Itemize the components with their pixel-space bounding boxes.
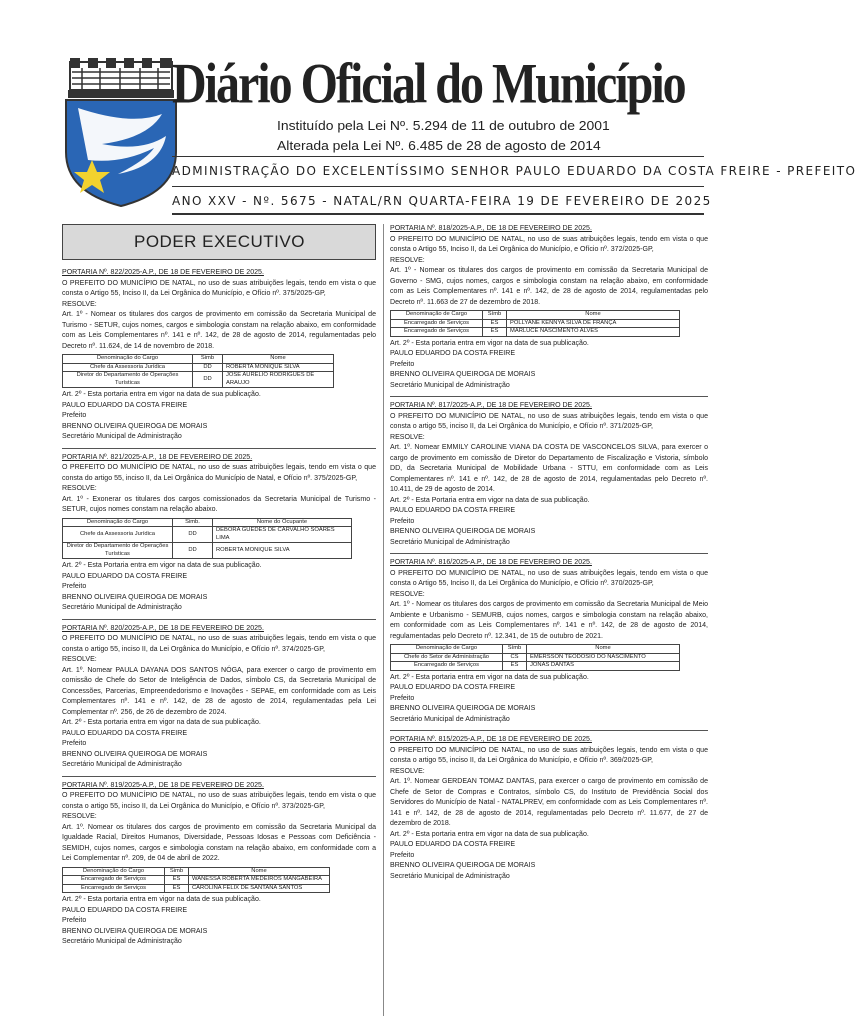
portaria-intro: O PREFEITO DO MUNICÍPIO DE NATAL, no uso de suas atribuições legais, tendo em vista o que consta do artigo 55, inciso II, da Lei Orgânica do Município de Natal, e Ofício nº. 375/2025-GP,	[62, 464, 376, 482]
signature-role: Prefeito	[390, 694, 415, 702]
appointments-table	[390, 644, 680, 671]
signature-role: Secretário Municipal de Administração	[62, 433, 182, 440]
table-cell: Chefe da Assessoria Jurídica	[63, 363, 193, 372]
table-cell: ES	[165, 876, 189, 885]
portaria-article-2: Art. 2º - Esta portaria entra em vigor na data de sua publicação.	[390, 830, 589, 838]
portaria-818	[390, 224, 708, 391]
portaria-817	[390, 401, 708, 548]
portaria-intro: O PREFEITO DO MUNICÍPIO DE NATAL, no uso de suas atribuições legais, tendo em vista o que consta o artigo 55, inciso II, da Lei Orgânica do Município, e Ofício nº. 371/2025-GP,	[390, 412, 708, 430]
divider	[390, 396, 708, 397]
portaria-article-1: Art. 1º. Nomear GERDEAN TOMAZ DANTAS, para exercer o cargo de provimento em comissão de Chefe de Setor de Compras e Contratos, símbolo CS, do Instituto de Previdência Social dos Servidores do Município de Natal - NATALPREV, em conformidade com as Leis Complementares nº. 141 e nº. 142, de 28 de agosto de 2014, regulamentadas pelo Decreto nº. 11.677, de 27 de dezembro de 2018.	[390, 778, 708, 827]
table-cell: Encarregado de Serviços	[391, 328, 483, 337]
signature-role: Secretário Municipal de Administração	[390, 715, 510, 723]
table-header: Nome	[507, 311, 680, 320]
table-row	[391, 328, 680, 337]
table-row	[63, 884, 330, 893]
portaria-intro: O PREFEITO DO MUNICÍPIO DE NATAL, no uso de suas atribuições legais, tendo em vista o que consta o Artigo 55, Inciso II, da Lei Orgânica do Município, e Ofício nº. 370/2025-GP,	[390, 569, 708, 587]
table-row	[391, 319, 680, 328]
portaria-resolve: RESOLVE:	[390, 256, 425, 264]
portaria-intro: O PREFEITO DO MUNICÍPIO DE NATAL, no uso de suas atribuições legais, tendo em vista o que consta o Artigo 55, Inciso II, da Lei Orgânica do Município, e Ofício nº. 375/2025-GP,	[62, 279, 376, 297]
portaria-title: PORTARIA Nº. 817/2025-A.P., DE 18 DE FEVEREIRO DE 2025.	[390, 402, 592, 409]
table-cell: JOSE AURELIO RODRIGUES DE ARAUJO	[223, 372, 334, 388]
divider	[390, 730, 708, 731]
table-header: Nome	[189, 867, 330, 876]
table-cell: Chefe da Assessoria Jurídica	[63, 527, 173, 543]
signature-name: PAULO EDUARDO DA COSTA FREIRE	[390, 841, 516, 848]
table-header-row	[63, 867, 330, 876]
table-cell: WANESSA ROBERTA MEDEIROS MANGABEIRA	[189, 876, 330, 885]
portaria-title: PORTARIA Nº. 822/2025-A.P., DE 18 DE FEVEREIRO DE 2025.	[62, 269, 264, 276]
signature-name: BRENNO OLIVEIRA QUEIROGA DE MORAIS	[390, 371, 536, 378]
portaria-title: PORTARIA Nº. 820/2025-A.P., DE 18 DE FEVEREIRO DE 2025.	[62, 624, 264, 632]
divider	[62, 776, 376, 777]
signature-name: BRENNO OLIVEIRA QUEIROGA DE MORAIS	[390, 862, 536, 869]
portaria-article-1: Art. 1º - Nomear os titulares dos cargos de provimento em comissão da Secretaria Municipal de Meio Ambiente e Urbanismo - SEMURB, cujos nomes, cargos e simbologia constam na relação abaixo, em conformidade com as Leis Complementares nº. 141 e nº. 142, de 28 de agosto de 2014, regulamentadas pelo Decreto nº. 12.341, de 15 de outubro de 2021.	[390, 601, 708, 640]
signature-name: PAULO EDUARDO DA COSTA FREIRE	[62, 729, 188, 737]
signature-name: PAULO EDUARDO DA COSTA FREIRE	[390, 350, 516, 357]
portaria-title: PORTARIA Nº. 818/2025-A.P., DE 18 DE FEVEREIRO DE 2025.	[390, 225, 592, 232]
table-cell: EMERSSON TEODOSIO DO NASCIMENTO	[527, 653, 680, 662]
table-header: Nome	[223, 355, 334, 364]
portaria-intro: O PREFEITO DO MUNICÍPIO DE NATAL, no uso de suas atribuições legais, tendo em vista o que consta o artigo 55, inciso II, da Lei Orgânica do Município, e Ofício nº. 369/2025-GP,	[390, 746, 708, 764]
portaria-resolve: RESOLVE:	[62, 300, 97, 308]
signature-name: PAULO EDUARDO DA COSTA FREIRE	[62, 572, 188, 580]
portaria-intro: O PREFEITO DO MUNICÍPIO DE NATAL, no uso de suas atribuições legais, tendo em vista o que consta o artigo 55, inciso II, da Lei Orgânica do Município, e Ofício nº. 373/2025-GP,	[62, 792, 376, 810]
table-cell: DÉBORA GUEDES DE CARVALHO SOARES LIMA	[213, 527, 352, 543]
table-header: Simb.	[173, 518, 213, 527]
masthead-rule-1	[172, 156, 704, 157]
signature-role: Secretário Municipal de Administração	[390, 381, 510, 389]
portaria-820	[62, 624, 376, 771]
column-divider	[383, 224, 384, 1016]
table-header: Denominação do Cargo	[63, 518, 173, 527]
signature-name: BRENNO OLIVEIRA QUEIROGA DE MORAIS	[62, 593, 208, 601]
portaria-article-2: Art. 2º - Esta Portaria entra em vigor na data de sua publicação.	[390, 496, 590, 504]
table-row	[63, 876, 330, 885]
table-header: Nome do Ocupante	[213, 518, 352, 527]
table-header-row	[63, 518, 352, 527]
portaria-816	[390, 558, 708, 725]
appointments-table	[62, 867, 330, 894]
table-header: Denominação de Cargo	[391, 311, 483, 320]
edition-line: ANO XXV - Nº. 5675 - NATAL/RN QUARTA-FEIRA 19 DE FEVEREIRO DE 2025	[172, 194, 712, 208]
masthead-rule-2	[172, 186, 704, 187]
table-header: Nome	[527, 645, 680, 654]
appointments-table	[62, 354, 334, 388]
table-cell: CS	[503, 653, 527, 662]
table-cell: Encarregado de Serviços	[391, 662, 503, 671]
signature-role: Prefeito	[390, 517, 415, 525]
portaria-article-2: Art. 2º - Esta portaria entra em vigor na data de sua publicação.	[62, 896, 261, 903]
table-cell: ROBERTA MONIQUE SILVA	[213, 543, 352, 559]
table-cell: ROBERTA MONIQUE SILVA	[223, 363, 334, 372]
divider	[62, 619, 376, 620]
table-cell: DD	[193, 363, 223, 372]
table-cell: Encarregado de Serviços	[63, 876, 165, 885]
municipal-crest-icon	[62, 56, 180, 208]
signature-role: Prefeito	[62, 412, 87, 419]
portaria-article-1: Art. 1º. Nomear PAULA DAYANA DOS SANTOS NÓGA, para exercer o cargo de provimento em comissão de Chefe do Setor de Inteligência de Dados, símbolo CS, da Secretaria Municipal de Concessões, Parcerias, Empreendedorismo e Inovações - SEPAE, em conformidade com as Leis Complementares nº. 141 e nº. 142, de 28 de agosto de 2014, regulamentadas pela Lei Complementar nº. 256, de 26 de dezembro de 2024.	[62, 666, 376, 716]
portaria-article-2: Art. 2º - Esta Portaria entra em vigor na data de sua publicação.	[62, 562, 262, 569]
masthead-law-line-1: Instituído pela Lei Nº. 5.294 de 11 de outubro de 2001	[277, 118, 610, 133]
portaria-article-1: Art. 1º - Nomear os titulares dos cargos de provimento em comissão da Secretaria Municipal de Governo - SMG, cujos nomes, cargos e simbologia constam na relação abaixo, em conformidade com as Leis Complementares nº. 141 e nº. 142, de 28 de agosto de 2014, regulamentadas pelo Decreto nº. 11.663 de 27 de dezembro de 2018.	[390, 267, 708, 306]
table-header-row	[63, 355, 334, 364]
portaria-822	[62, 268, 376, 443]
table-cell: ES	[483, 319, 507, 328]
signature-name: PAULO EDUARDO DA COSTA FREIRE	[62, 906, 188, 914]
signature-role: Secretário Municipal de Administração	[390, 538, 510, 546]
signature-name: BRENNO OLIVEIRA QUEIROGA DE MORAIS	[62, 927, 208, 935]
table-row	[63, 543, 352, 559]
table-row	[391, 653, 680, 662]
portaria-article-1: Art. 1º. Nomear EMMILY CAROLINE VIANA DA COSTA DE VASCONCELOS SILVA, para exercer o cargo de provimento em comissão de Diretor do Departamento de Fiscalização e Vistoria, símbolo DD, da Secretaria Municipal de Mobilidade Urbana - STTU, em conformidade com as Leis Complementares nº. 141 e nº. 142, de 28 de agosto de 2014, regulamentadas pelo Decreto nº. 10.411, de 29 de agosto de 2014.	[390, 444, 708, 493]
table-header: Denominação do Cargo	[63, 867, 165, 876]
portaria-article-2: Art. 2º - Esta portaria entra em vigor na data de sua publicação.	[62, 391, 261, 398]
table-header: Simb	[165, 867, 189, 876]
portaria-title: PORTARIA Nº. 819/2025-A.P., DE 18 DE FEVEREIRO DE 2025.	[62, 781, 264, 789]
signature-name: BRENNO OLIVEIRA QUEIROGA DE MORAIS	[62, 750, 208, 758]
portaria-intro: O PREFEITO DO MUNICÍPIO DE NATAL, no uso de suas atribuições legais, tendo em vista o que consta o artigo 55, inciso II, da Lei Orgânica do Município, e Ofício nº. 374/2025-GP,	[62, 635, 376, 653]
table-header: Símb	[483, 311, 507, 320]
signature-name: BRENNO OLIVEIRA QUEIROGA DE MORAIS	[390, 705, 536, 712]
signature-name: PAULO EDUARDO DA COSTA FREIRE	[62, 401, 188, 409]
left-column	[62, 224, 376, 948]
portaria-819	[62, 781, 376, 948]
portaria-article-2: Art. 2º - Esta portaria entra em vigor na data de sua publicação.	[390, 339, 589, 347]
signature-role: Secretário Municipal de Administração	[62, 761, 182, 768]
signature-name: BRENNO OLIVEIRA QUEIROGA DE MORAIS	[62, 422, 208, 430]
portaria-article-1: Art. 1º - Nomear os titulares dos cargos de provimento em comissão da Secretaria Municipal de Turismo - SETUR, cujos nomes, cargos e simbologia constam na relação abaixo, em conformidade com as Leis Complementares nº. 141 e nº. 142, de 28 de agosto de 2014, regulamentadas pelo Decreto nº. 11.624, de 14 de novembro de 2018.	[62, 311, 376, 350]
portaria-title: PORTARIA Nº. 816/2025-A.P., DE 18 DE FEVEREIRO DE 2025.	[390, 559, 592, 566]
dismissals-table	[62, 518, 352, 560]
signature-role: Prefeito	[62, 740, 87, 747]
table-cell: ES	[165, 884, 189, 893]
table-header: Denominação de Cargo	[391, 645, 503, 654]
masthead-law-line-2: Alterada pela Lei Nº. 6.485 de 28 de agosto de 2014	[277, 138, 601, 153]
table-cell: ES	[483, 328, 507, 337]
table-cell: Diretor do Departamento de Operações Turísticas	[63, 372, 193, 388]
table-cell: Encarregado de Serviços	[63, 884, 165, 893]
table-header: Denominação do Cargo	[63, 355, 193, 364]
table-header: Simb	[193, 355, 223, 364]
signature-name: PAULO EDUARDO DA COSTA FREIRE	[390, 507, 516, 514]
portaria-title: PORTARIA Nº. 815/2025-A.P., DE 18 DE FEVEREIRO DE 2025.	[390, 736, 592, 743]
table-cell: JONAS DANTAS	[527, 662, 680, 671]
portaria-821	[62, 453, 376, 614]
table-cell: DD	[173, 527, 213, 543]
signature-role: Secretário Municipal de Administração	[62, 604, 182, 611]
table-row	[63, 527, 352, 543]
portaria-resolve: RESOLVE:	[390, 433, 425, 441]
portaria-intro: O PREFEITO DO MUNICÍPIO DE NATAL, no uso de suas atribuições legais, tendo em vista o que consta o Artigo 55, Inciso II, da Lei Orgânica do Município, e Ofício nº. 372/2025-GP,	[390, 235, 708, 253]
table-header-row	[391, 311, 680, 320]
table-cell: DD	[193, 372, 223, 388]
table-row	[391, 662, 680, 671]
portaria-article-2: Art. 2º - Esta portaria entra em vigor na data de sua publicação.	[62, 719, 261, 726]
signature-name: BRENNO OLIVEIRA QUEIROGA DE MORAIS	[390, 528, 536, 535]
table-cell: Chefe do Setor de Administração	[391, 653, 503, 662]
signature-role: Prefeito	[62, 583, 87, 590]
portaria-815	[390, 735, 708, 882]
portaria-article-1: Art. 1º - Exonerar os titulares dos cargos comissionados da Secretaria Municipal de Turismo - SETUR, cujos nomes constam na relação abaixo.	[62, 495, 376, 513]
signature-role: Prefeito	[390, 851, 415, 859]
portaria-resolve: RESOLVE:	[62, 656, 97, 663]
divider	[390, 553, 708, 554]
administration-line: ADMINISTRAÇÃO DO EXCELENTÍSSIMO SENHOR PAULO EDUARDO DA COSTA FREIRE - PREFEITO	[172, 164, 856, 178]
table-cell: ES	[503, 662, 527, 671]
portaria-resolve: RESOLVE:	[390, 767, 425, 775]
table-cell: Diretor do Departamento de Operações Turísticas	[63, 543, 173, 559]
signature-role: Secretário Municipal de Administração	[62, 938, 182, 945]
signature-name: PAULO EDUARDO DA COSTA FREIRE	[390, 684, 516, 691]
divider	[62, 448, 376, 449]
signature-role: Prefeito	[62, 917, 87, 924]
portaria-resolve: RESOLVE:	[62, 485, 97, 492]
right-column	[390, 224, 708, 882]
portaria-resolve: RESOLVE:	[62, 813, 97, 820]
table-cell: POLLYANE KENNYA SILVA DE FRANÇA	[507, 319, 680, 328]
portaria-resolve: RESOLVE:	[390, 590, 425, 598]
table-header-row	[391, 645, 680, 654]
table-cell: MARLUCE NASCIMENTO ALVES	[507, 328, 680, 337]
table-header: Símb	[503, 645, 527, 654]
table-cell: Encarregado de Serviços	[391, 319, 483, 328]
table-row	[63, 363, 334, 372]
portaria-article-2: Art. 2º - Esta portaria entra em vigor na data de sua publicação.	[390, 673, 589, 681]
appointments-table	[390, 310, 680, 337]
portaria-title: PORTARIA Nº. 821/2025-A.P., 18 DE FEVEREIRO DE 2025.	[62, 453, 253, 461]
masthead-title: Diário Oficial do Município	[172, 53, 685, 116]
table-cell: DD	[173, 543, 213, 559]
table-row	[63, 372, 334, 388]
section-header: PODER EXECUTIVO	[62, 224, 376, 260]
signature-role: Secretário Municipal de Administração	[390, 872, 510, 880]
signature-role: Prefeito	[390, 360, 415, 368]
portaria-article-1: Art. 1º. Nomear os titulares dos cargos de provimento em comissão da Secretaria Municipal da Igualdade Racial, Direitos Humanos, Diversidade, Pessoas Idosas e Pessoas com Deficiência - SEMIDH, cujos nomes, cargos e simbologia constam na relação abaixo, em conformidade com a Lei Complementar nº. 209, de 04 de abril de 2022.	[62, 823, 376, 862]
table-cell: CAROLINA FELIX DE SANTANA SANTOS	[189, 884, 330, 893]
masthead-rule-3	[172, 213, 704, 215]
